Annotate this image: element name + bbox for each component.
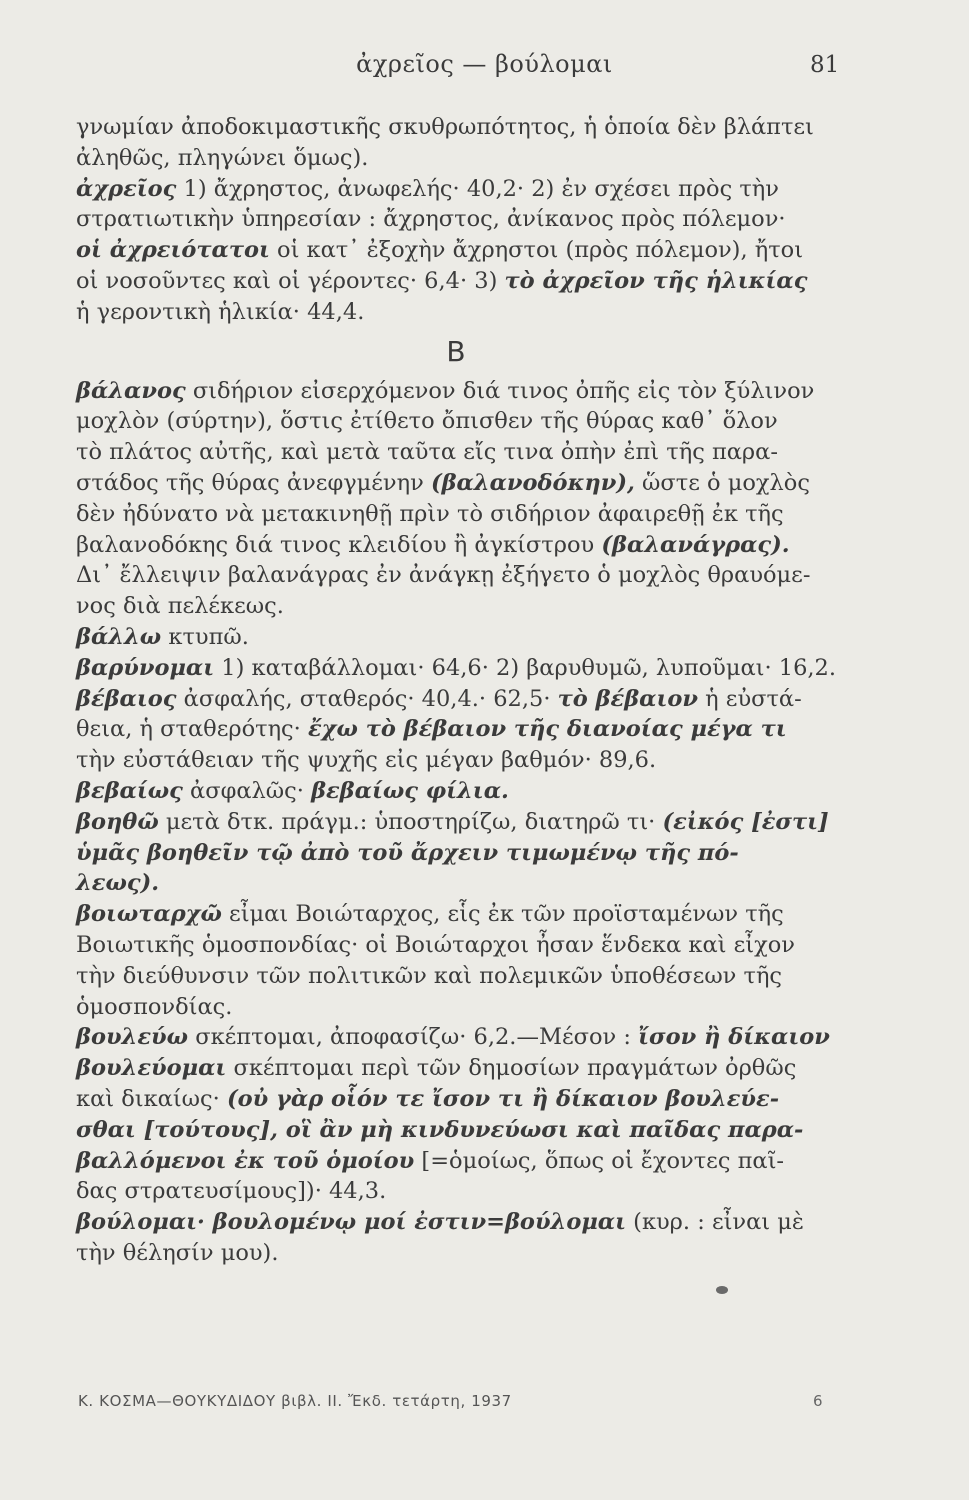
entry-boetho: βοηθῶ μετὰ δτκ. πράγμ.: ὑποστηρίζω, διατηρῶ τι· (εἰκός [ἐστι] [76,808,829,835]
section-letter: Β [446,334,466,368]
text-line: οἱ νοσοῦντες καὶ οἱ γέροντες· 6,4· 3) τὸ ἀχρεῖον τῆς ἡλικίας [76,267,808,294]
entry-boiotarcho: βοιωταρχῶ εἶμαι Βοιώταρχος, εἷς ἐκ τῶν προϊσταμένων τῆς [76,901,784,928]
page-number: 81 [810,52,840,78]
entry-bebaios: βέβαιος ἀσφαλής, σταθερός· 40,4.· 62,5· τὸ βέβαιον ἡ εὐστά- [76,685,802,712]
headword: βάλλω [76,623,162,650]
text-line: μοχλὸν (σύρτην), ὅστις ἐτίθετο ὄπισθεν τῆς θύρας καθ᾽ ὅλον [76,408,778,435]
text-line: στάδος τῆς θύρας ἀνεφγμένην (βαλανοδόκην), ὥστε ὁ μοχλὸς [76,469,810,496]
text-line: δὲν ἠδύνατο νὰ μετακινηθῇ πρὶν τὸ σιδήριον ἀφαιρεθῇ ἐκ τῆς [76,500,784,527]
text-line: βαλλόμενοι ἐκ τοῦ ὁμοίου [=ὁμοίως, ὅπως οἱ ἔχοντες παῖ- [76,1147,784,1174]
headword: βοηθῶ [76,808,159,835]
running-header: ἀχρεῖος — βούλομαι [356,50,613,78]
text-line: γνωμίαν ἀποδοκιμαστικῆς σκυθρωπότητος, ἡ ὁποία δὲν βλάπτει [76,114,814,140]
entry-achreios: ἀχρεῖος 1) ἄχρηστος, ἀνωφελής· 40,2· 2) ἐν σχέσει πρὸς τὴν [76,175,779,202]
ink-spot [716,1286,728,1294]
headword: βέβαιος [76,685,177,712]
text-line: δας στρατευσίμους])· 44,3. [76,1178,387,1205]
entry-bouleuo: βουλεύω σκέπτομαι, ἀποφασίζω· 6,2.—Μέσον : ἴσον ἢ δίκαιον [76,1024,830,1051]
text-line: στρατιωτικὴν ὑπηρεσίαν : ἄχρηστος, ἀνίκανος πρὸς πόλεμον· [76,206,786,233]
text-line: σθαι [τούτους], οἳ ἂν μὴ κινδυνεύωσι καὶ παῖδας παρα- [76,1116,804,1143]
text-line: ὑμᾶς βοηθεῖν τῷ ἀπὸ τοῦ ἄρχειν τιμωμένῳ τῆς πό- [76,839,739,866]
entry-barynomai: βαρύνομαι 1) καταβάλλομαι· 64,6· 2) βαρυθυμῶ, λυποῦμαι· 16,2. [76,654,837,681]
text-line: τὸ πλάτος αὐτῆς, καὶ μετὰ ταῦτα εἴς τινα ὀπὴν ἐπὶ τῆς παρα- [76,439,778,466]
text-line: Δι᾽ ἔλλειψιν βαλανάγρας ἐν ἀνάγκῃ ἐξήγετο ὁ μοχλὸς θραυόμε- [76,562,811,589]
entry-boulomai: βούλομαι· βουλομένῳ μοί ἐστιν=βούλομαι (κυρ. : εἶναι μὲ [76,1209,804,1236]
text-line: ἡ γεροντικὴ ἡλικία· 44,4. [76,298,365,325]
text-line: τὴν θέλησίν μου). [76,1239,279,1266]
text-line: τὴν διεύθυνσιν τῶν πολιτικῶν καὶ πολεμικῶν ὑποθέσεων τῆς [76,962,783,989]
text-line: καὶ δικαίως· (οὐ γὰρ οἷόν τε ἴσον τι ἢ δίκαιον βουλεύε- [76,1085,780,1112]
text-line: τὴν εὐστάθειαν τῆς ψυχῆς εἰς μέγαν βαθμόν· 89,6. [76,747,657,774]
entry-ballo: βάλλω κτυπῶ. [76,623,249,650]
signature-mark: 6 [813,1392,823,1410]
headword: βούλομαι· βουλομένῳ μοί ἐστιν=βούλομαι [76,1209,627,1236]
headword: βουλεύω [76,1024,189,1051]
text-line: ὁμοσπονδίας. [76,993,233,1020]
entry-balanos: βάλανος σιδήριον εἰσερχόμενον διά τινος ὀπῆς εἰς τὸν ξύλινον [76,377,815,404]
text-line: νος διὰ πελέκεως. [76,593,284,620]
headword: βοιωταρχῶ [76,901,222,928]
headword: ἀχρεῖος [76,175,177,202]
headword: βαρύνομαι [76,654,215,681]
text-line: Βοιωτικῆς ὁμοσπονδίας· οἱ Βοιώταρχοι ἦσαν ἕνδεκα καὶ εἶχον [76,931,795,958]
text-line: βουλεύομαι σκέπτομαι περὶ τῶν δημοσίων πραγμάτων ὀρθῶς [76,1055,797,1082]
text-line: οἱ ἀχρειότατοι οἱ κατ᾽ ἐξοχὴν ἄχρηστοι (πρὸς πόλεμον), ἤτοι [76,237,804,264]
text-line: λεως). [76,870,160,897]
imprint-footer: Κ. ΚΟΣΜΑ—ΘΟΥΚΥΔΙΔΟΥ βιβλ. ΙΙ. Ἔκδ. τετάρτη, 1937 [78,1392,512,1410]
text-line: ἀληθῶς, πληγώνει ὅμως). [76,144,369,171]
dictionary-text [76,112,866,1269]
text-line: θεια, ἡ σταθερότης· ἔχω τὸ βέβαιον τῆς διανοίας μέγα τι [76,716,787,743]
text-line: βαλανοδόκης διά τινος κλειδίου ἢ ἀγκίστρου (βαλανάγρας). [76,531,790,558]
headword: βεβαίως [76,777,183,804]
headword: βάλανος [76,377,186,404]
entry-bebaios-adv: βεβαίως ἀσφαλῶς· βεβαίως φίλια. [76,777,509,804]
